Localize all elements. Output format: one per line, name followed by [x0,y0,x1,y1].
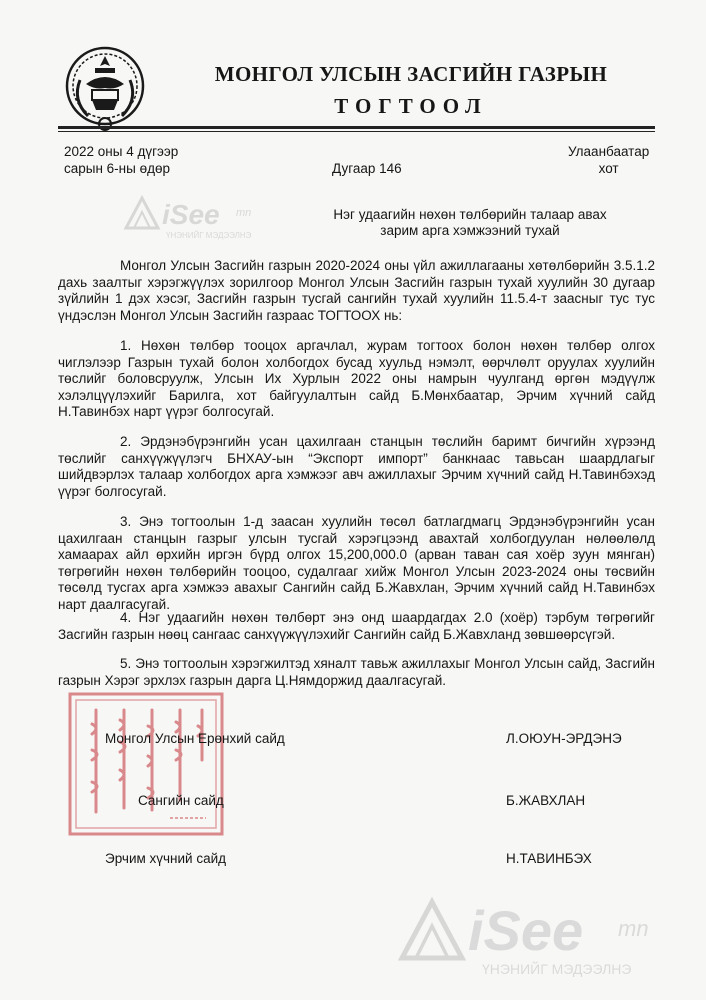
decree-date: 2022 оны 4 дүгээр сарын 6-ны өдөр [64,144,179,176]
clause-3: 3. Энэ тогтоолын 1-д заасан хуулийн төсөл батлагдмагц Эрдэнэбүрэнгийн усан цахилгаан станцын газрыг улсын тусгай хэрэгцээнд авахтай холбогдуулан нөлөөлөлд хамаарах айл өрхийн иргэн бүрд олгох 15,200,000.0 (арван таван сая хоёр зуун мянган) төгрөгийн нөхөн төлбөрийн тооцоо, судалгааг хийж Монгол Улсын 2023-2024 оны төсвийн төсөлд тусгах арга хэмжээ авахыг Сангийн сайд Б.Жавхлан, Эрчим хүчний сайд Н.Тавинбэх нарт даалгасугай. [58,514,655,612]
header-divider-thin [58,131,655,132]
watermark-tagline-large: ҮНЭНИЙГ МЭДЭЭЛНЭ [482,961,632,977]
clause-2: 2. Эрдэнэбүрэнгийн усан цахилгаан станцын төслийн баримт бичгийн хүрээнд төслийг санхүүжүүлэгч БНХАУ-ын “Экспорт импорт” банкнаас тавьсан шаардлагыг шийдвэрлэх талаар холбогдох арга хэмжээг авч ажиллахыг Эрчим хүчний сайд Н.Тавинбэхэд үүрэг болгосугай. [58,434,655,499]
state-emblem-icon [62,40,148,136]
decree-place: Улаанбаатар хот [568,144,650,176]
official-seal-icon [66,690,226,838]
header-divider-thick [58,126,655,129]
watermark-brand: iSee [162,199,220,230]
watermark-tagline: ҮНЭНИЙГ МЭДЭЭЛНЭ [166,231,252,240]
watermark-domain-large: mn [618,916,649,941]
decree-number: Дугаар 146 [332,161,402,176]
preamble-paragraph: Монгол Улсын Засгийн газрын 2020-2024 оны үйл ажиллагааны хөтөлбөрийн 3.5.1.2 дахь заалтыг хэрэгжүүлэх зорилгоор Монгол Улсын Засгийн газрын тухай хуулийн 30 дугаар зүйлийн 1 дэх хэсэг, Засгийн газрын тусгай сангийн тухай хуулийн 11.5.4-т заасныг тус тус үндэслэн Монгол Улсын Засгийн газраас ТОГТООХ нь: [58,258,655,323]
watermark-logo-large [396,880,696,980]
signatory-name-energy-minister: Н.ТАВИНБЭХ [506,851,592,866]
decree-subject: Нэг удаагийн нөхөн төлбөрийн талаар авах зарим арга хэмжээний тухай [333,207,607,238]
watermark-domain: mn [236,207,252,219]
signatory-title-prime-minister: Монгол Улсын Ерөнхий сайд [105,731,285,746]
signatory-name-prime-minister: Л.ОЮУН-ЭРДЭНЭ [506,731,622,746]
signatory-title-finance-minister: Сангийн сайд [138,793,224,808]
watermark-logo-small [118,186,278,246]
watermark-brand-large: iSee [468,899,584,962]
decree-authority-title: МОНГОЛ УЛСЫН ЗАСГИЙН ГАЗРЫН [214,62,608,86]
clause-5: 5. Энэ тогтоолын хэрэгжилтэд хяналт тавьж ажиллахыг Монгол Улсын сайд, Засгийн газрын Хэрэг эрхлэх газрын дарга Ц.Нямдоржид даалгасугай. [58,656,655,688]
decree-type-title: ТОГТООЛ [334,94,488,118]
signatory-title-energy-minister: Эрчим хүчний сайд [105,851,227,866]
clause-1: 1. Нөхөн төлбөр тооцох аргачлал, журам тогтоох болон нөхөн төлбөр олгох чиглэлээр Газрын тухай болон холбогдох бусад хуульд нэмэлт, өөрчлөлт оруулах хуулийн төслийг боловсруулж, Улсын Их Хурлын 2022 оны намрын чуулганд өргөн мэдүүлж хэлэлцүүлэхийг Барилга, хот байгуулалтын сайд Б.Мөнхбаатар, Эрчим хүчний сайд Н.Тавинбэх нарт үүрэг болгосугай. [58,338,655,419]
signatory-name-finance-minister: Б.ЖАВХЛАН [506,793,586,808]
clause-4: 4. Нэг удаагийн нөхөн төлбөрт энэ онд шаардагдах 2.0 (хоёр) тэрбум төгрөгийг Засгийн газрын нөөц сангаас санхүүжүүлэхийг Сангийн сайд Б.Жавхланд зөвшөөрсүгэй. [58,610,655,642]
